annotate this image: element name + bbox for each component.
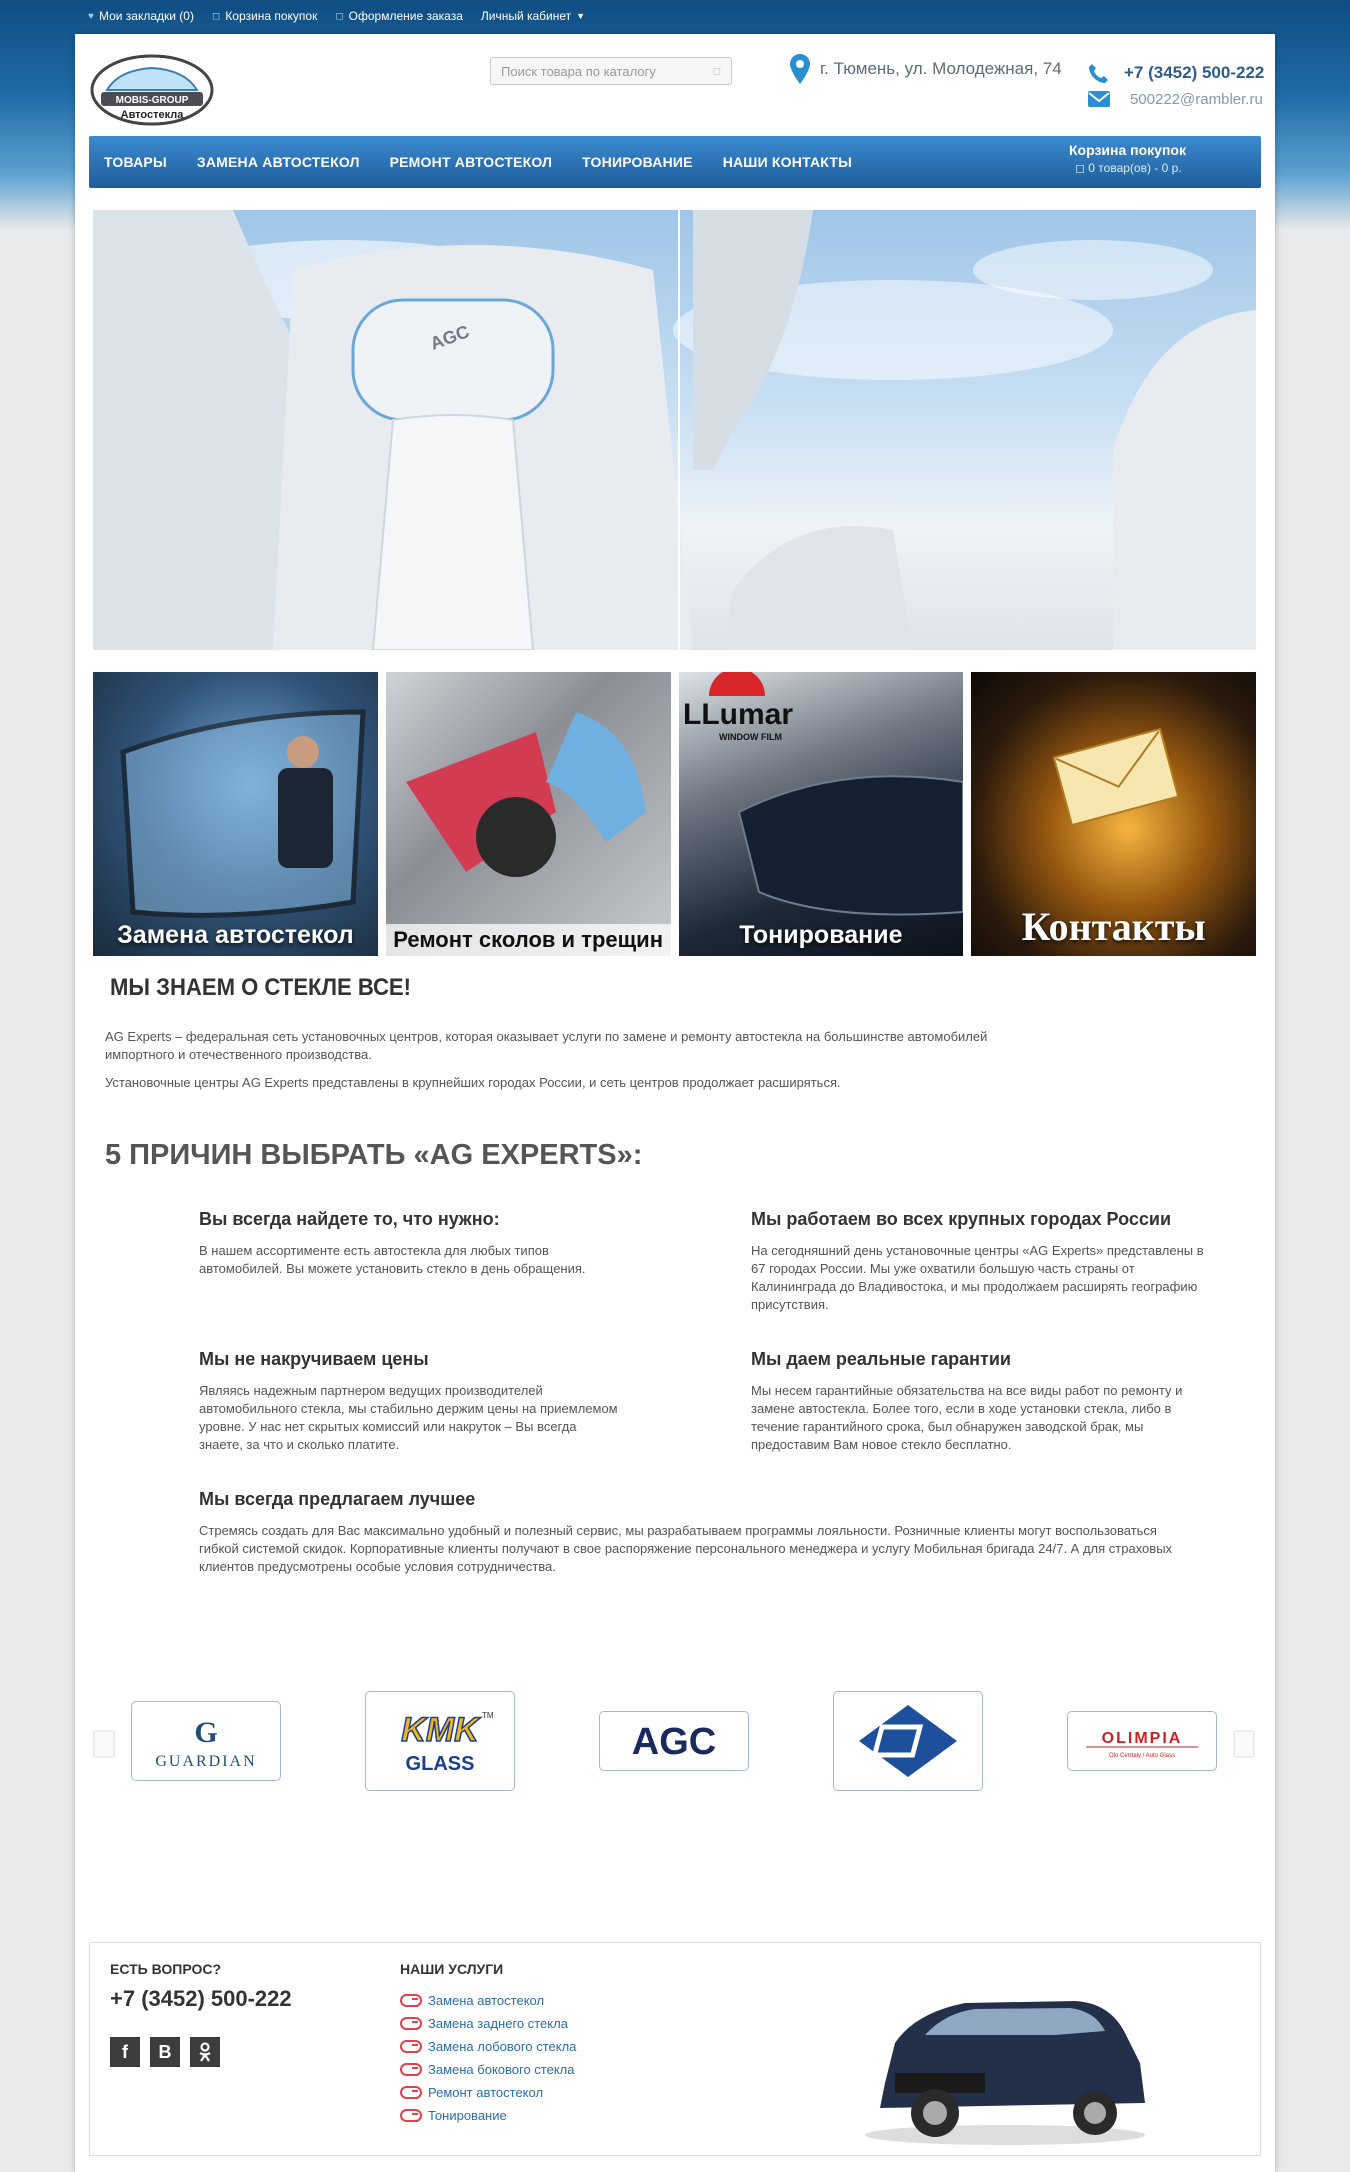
svg-text:G: G <box>194 1716 218 1749</box>
bookmarks-link[interactable]: ♥ Мои закладки (0) <box>88 9 194 23</box>
tile-tinting[interactable] <box>679 672 964 956</box>
svg-text:KMK: KMK <box>401 1711 479 1749</box>
brand-kmk-glass[interactable] <box>365 1691 515 1791</box>
agc-logo <box>604 1716 744 1766</box>
site-logo[interactable] <box>89 52 215 128</box>
footer-question-title: ЕСТЬ ВОПРОС? <box>110 1961 222 1977</box>
top-links-bar <box>88 0 585 32</box>
tile-label: Замена автостекол <box>117 921 354 949</box>
svg-text:OLIMPIA: OLIMPIA <box>1101 1730 1183 1747</box>
nav-item-products[interactable]: ТОВАРЫ <box>104 154 167 170</box>
cart-link[interactable]: ◻ Корзина покупок <box>211 9 318 23</box>
hero-banner[interactable] <box>93 210 1256 650</box>
reason-item: Мы работаем во всех крупных городах России На сегодняшний день установочные центры «AG Experts» представлены в 67 городах России. Мы уже охватили большую часть страны от Калининграда до Владивостока, и мы продолжаем расширять географию присутствия. <box>751 1209 1204 1312</box>
reason-item: Мы всегда предлагаем лучшее Стремясь создать для Вас максимально удобный и полезный сервис, мы разрабатываем программы лояльности. Розничные клиенты могут воспользоваться гибкой системой скидок. Корпоративные клиенты получают в свое распоряжение персонального менеджера и услугу Мобильная бригада 24/7. А для страховых клиентов предусмотрены особые условия сотрудничества. <box>199 1489 1173 1574</box>
footer-service-link[interactable]: Замена заднего стекла <box>400 2012 576 2035</box>
seat-brand-label: AGC <box>427 321 472 354</box>
nav-item-glass-repair[interactable]: РЕМОНТ АВТОСТЕКОЛ <box>389 154 553 170</box>
site-footer <box>89 1942 1261 2156</box>
svg-text:WINDOW FILM: WINDOW FILM <box>718 732 782 742</box>
odnoklassniki-icon[interactable] <box>190 2037 220 2067</box>
address-text: г. Тюмень, ул. Молодежная, 74 <box>820 59 1062 78</box>
cart-title: Корзина покупок <box>1069 142 1186 158</box>
header-email[interactable]: 500222@rambler.ru <box>1130 90 1263 108</box>
carousel-next-button[interactable] <box>1233 1730 1255 1758</box>
reasons-heading: 5 ПРИЧИН ВЫБРАТЬ «AG EXPERTS»: <box>105 1139 643 1171</box>
tile-glass-replacement[interactable] <box>93 672 378 956</box>
social-links <box>110 2037 220 2067</box>
search-icon[interactable]: ◻ <box>712 65 721 77</box>
tile-label: Ремонт сколов и трещин <box>386 924 671 956</box>
contact-block <box>1088 62 1264 110</box>
header-phone[interactable]: +7 (3452) 500-222 <box>1124 63 1265 82</box>
facebook-icon[interactable]: f <box>110 2037 140 2067</box>
kmk-glass-logo <box>370 1696 510 1786</box>
brand-agc[interactable] <box>599 1711 749 1771</box>
svg-text:AGC: AGC <box>631 1721 717 1763</box>
phone-icon <box>1088 62 1110 84</box>
suv-car-image <box>855 1973 1155 2148</box>
heart-icon: ♥ <box>88 10 94 22</box>
svg-text:TM: TM <box>482 1711 494 1720</box>
list-bullet-icon <box>400 1994 422 2007</box>
tile-label: Тонирование <box>739 921 903 949</box>
main-navigation <box>89 136 1261 188</box>
footer-services-list <box>400 1989 576 2127</box>
brand-olimpia[interactable] <box>1067 1711 1217 1771</box>
footer-phone[interactable]: +7 (3452) 500-222 <box>110 1986 292 2011</box>
fuyao-logo <box>853 1701 963 1781</box>
windshield-worker-illustration <box>93 672 377 956</box>
footer-service-link[interactable]: Замена лобового стекла <box>400 2035 576 2058</box>
list-bullet-icon <box>400 2086 422 2099</box>
footer-service-link[interactable]: Замена бокового стекла <box>400 2058 576 2081</box>
footer-service-link[interactable]: Тонирование <box>400 2104 576 2127</box>
vk-icon[interactable]: B <box>150 2037 180 2067</box>
email-icon <box>1088 91 1110 107</box>
nav-item-glass-replacement[interactable]: ЗАМЕНА АВТОСТЕКОЛ <box>196 154 360 170</box>
list-bullet-icon <box>400 2109 422 2122</box>
account-dropdown[interactable]: Личный кабинет ▼ <box>480 9 586 23</box>
svg-text:Olo Cerrtaly / Auto Glass: Olo Cerrtaly / Auto Glass <box>1108 1753 1176 1759</box>
cart-icon: ◻ <box>211 10 221 22</box>
about-paragraph-2: Установочные центры AG Experts представлены в крупнейших городах России, и сеть центров продолжает расширяться. <box>105 1075 841 1090</box>
page-container <box>75 34 1275 2172</box>
checkout-link[interactable]: ◻ Оформление заказа <box>335 9 463 23</box>
footer-services-title: НАШИ УСЛУГИ <box>400 1961 504 1977</box>
brand-guardian[interactable] <box>131 1701 281 1781</box>
reason-item: Мы не накручиваем цены Являясь надежным партнером ведущих производителей автомобильного стекла, мы стабильно держим цены на приемлемом уровне. У нас нет скрытых комиссий или накруток – Вы всегда знаете, за что и сколько платите. <box>199 1349 618 1452</box>
reason-item: Мы даем реальные гарантии Мы несем гарантийные обязательства на все виды работ по ремонту и замене автостекла. Более того, если в ходе установки стекла, либо в течение гарантийного срока, был обнаружен заводской брак, мы предоставим Вам новое стекло бесплатно. <box>751 1349 1183 1452</box>
search-box[interactable] <box>490 57 732 85</box>
list-bullet-icon <box>400 2040 422 2053</box>
tile-contacts[interactable] <box>971 672 1256 956</box>
logo-subtitle: Автостекла <box>120 109 184 121</box>
svg-text:LLumar: LLumar <box>682 698 793 731</box>
logo-brand: MOBIS-GROUP <box>115 95 189 106</box>
nav-item-tinting[interactable]: ТОНИРОВАНИЕ <box>582 154 693 170</box>
tile-label: Контакты <box>1021 904 1206 949</box>
service-tiles <box>93 672 1256 956</box>
tile-chip-repair[interactable] <box>386 672 671 956</box>
chevron-down-icon: ▼ <box>576 11 586 21</box>
about-paragraph-1: AG Experts – федеральная сеть установочных центров, которая оказывает услуги по замене и ремонту автостекла на большинстве автомобилей импортного и отечественного производства. <box>105 1029 988 1062</box>
repair-tool-illustration <box>386 672 670 956</box>
svg-text:GLASS: GLASS <box>405 1753 475 1775</box>
cart-summary: ◻ 0 товар(ов) - 0 р. <box>1075 161 1182 175</box>
footer-service-link[interactable]: Ремонт автостекол <box>400 2081 576 2104</box>
header-cart[interactable] <box>1069 142 1186 175</box>
list-bullet-icon <box>400 2063 422 2076</box>
address-block <box>790 54 1062 84</box>
about-heading: МЫ ЗНАЕМ О СТЕКЛЕ ВСЕ! <box>110 974 412 1001</box>
svg-text:GUARDIAN: GUARDIAN <box>155 1753 257 1770</box>
location-pin-icon <box>790 54 810 84</box>
search-input[interactable] <box>501 64 713 79</box>
carousel-prev-button[interactable] <box>93 1730 115 1758</box>
llumar-logo <box>679 672 963 956</box>
footer-service-link[interactable]: Замена автостекол <box>400 1989 576 2012</box>
guardian-logo <box>136 1706 276 1776</box>
olimpia-logo <box>1072 1716 1212 1766</box>
brand-fuyao[interactable] <box>833 1691 983 1791</box>
cart-icon: ◻ <box>1075 161 1089 175</box>
list-bullet-icon <box>400 2017 422 2030</box>
checkout-icon: ◻ <box>335 10 344 22</box>
reason-item: Вы всегда найдете то, что нужно: В нашем ассортименте есть автостекла для любых типов автомобилей. Вы можете установить стекло в день обращения. <box>199 1209 586 1276</box>
nav-item-contacts[interactable]: НАШИ КОНТАКТЫ <box>722 154 853 170</box>
